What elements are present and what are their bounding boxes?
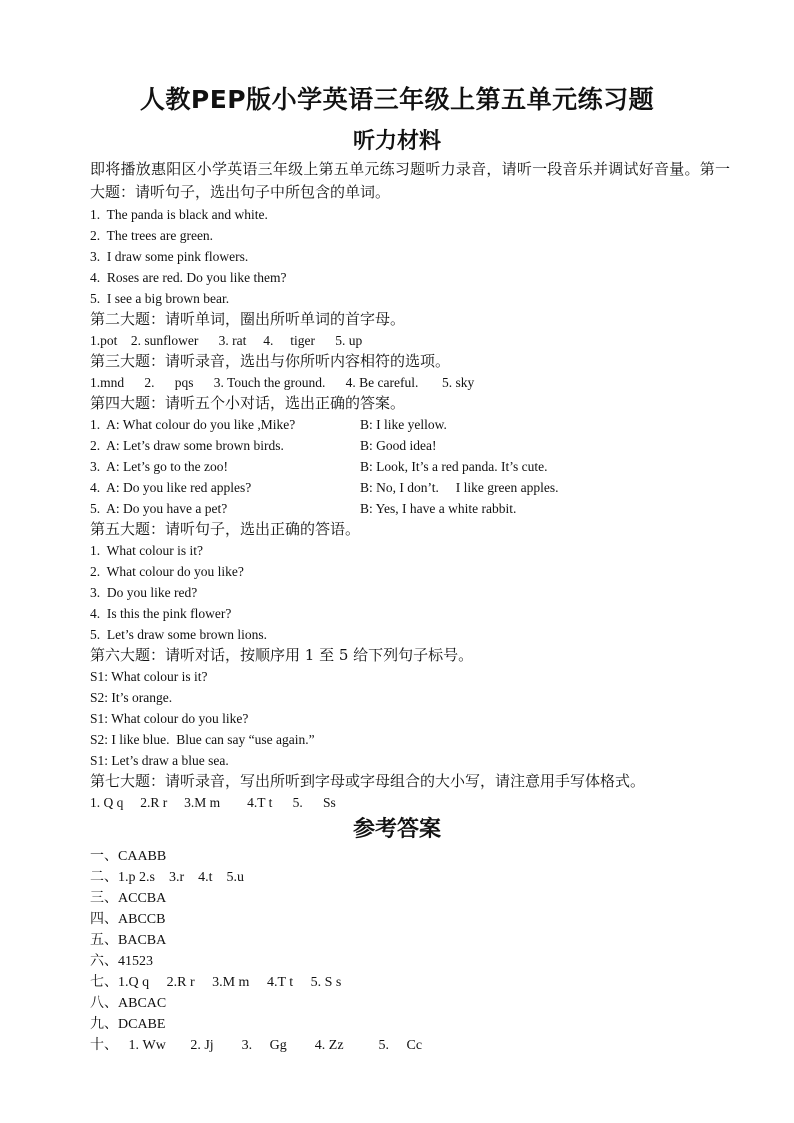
answer-list: [90, 846, 730, 1056]
answer-item: 七、1.Q q 2.R r 3.M m 4.T t 5. S s: [90, 975, 342, 990]
answer-item: 五、BACBA: [90, 933, 167, 948]
section-title-listening-material: 听力材料: [352, 129, 441, 154]
part5-list: [90, 540, 730, 645]
dialogue-b: B: I like yellow.: [360, 417, 447, 432]
dialogue-b: B: Yes, I have a white rabbit.: [360, 501, 517, 516]
section-title-answers: 参考答案: [352, 817, 441, 842]
answer-item: 四、ABCCB: [90, 912, 166, 927]
list-item: S1: What colour do you like?: [90, 711, 249, 726]
list-item: 1. What colour is it?: [90, 543, 203, 558]
dialogue-a: 5. A: Do you have a pet?: [90, 501, 228, 516]
answer-item: 二、1.p 2.s 3.r 4.t 5.u: [90, 870, 244, 885]
answer-item: 十、 1. Ww 2. Jj 3. Gg 4. Zz 5. Cc: [90, 1038, 423, 1053]
dialogue-row: [90, 435, 730, 456]
part4-dialogues: [90, 414, 730, 519]
dialogue-a: 1. A: What colour do you like ,Mike?: [90, 417, 296, 432]
list-item: S2: I like blue. Blue can say “use again.”: [90, 732, 315, 747]
dialogue-row: [90, 414, 730, 435]
part3-heading: 第三大题：请听录音，选出与你所听内容相符的选项。: [90, 352, 451, 370]
part1-list: [90, 204, 730, 309]
answer-item: 九、DCABE: [90, 1017, 166, 1032]
dialogue-b: B: Look, It’s a red panda. It’s cute.: [360, 459, 548, 474]
dialogue-b: B: No, I don’t. I like green apples.: [360, 480, 559, 495]
dialogue-a: 2. A: Let’s draw some brown birds.: [90, 438, 284, 453]
part4-heading: 第四大题：请听五个小对话，选出正确的答案。: [90, 394, 406, 412]
part5-heading: 第五大题：请听句子，选出正确的答语。: [90, 520, 361, 538]
list-item: 2. What colour do you like?: [90, 564, 244, 579]
intro-paragraph: 即将播放惠阳区小学英语三年级上第五单元练习题听力录音，请听一段音乐并调试好音量。第一大题：请听句子，选出句子中所包含的单词。: [90, 160, 730, 201]
part6-heading: 第六大题：请听对话，按顺序用 1 至 5 给下列句子标号。: [90, 646, 474, 664]
list-item: S1: What colour is it?: [90, 669, 208, 684]
part7-line: 1. Q q 2.R r 3.M m 4.T t 5. Ss: [90, 795, 336, 810]
list-item: 3. I draw some pink flowers.: [90, 249, 249, 264]
part3-line: 1.mnd 2. pqs 3. Touch the ground. 4. Be careful. 5. sky: [90, 375, 475, 390]
part2-heading: 第二大题：请听单词，圈出所听单词的首字母。: [90, 310, 406, 328]
list-item: 3. Do you like red?: [90, 585, 198, 600]
listening-material-body: [90, 158, 730, 813]
dialogue-row: [90, 456, 730, 477]
list-item: S1: Let’s draw a blue sea.: [90, 753, 229, 768]
list-item: 4. Roses are red. Do you like them?: [90, 270, 287, 285]
list-item: 5. I see a big brown bear.: [90, 291, 230, 306]
dialogue-b: B: Good idea!: [360, 438, 437, 453]
part6-list: [90, 666, 730, 771]
list-item: 5. Let’s draw some brown lions.: [90, 627, 267, 642]
dialogue-row: [90, 477, 730, 498]
answer-item: 八、ABCAC: [90, 996, 167, 1011]
answer-item: 三、ACCBA: [90, 891, 167, 906]
part2-line: 1.pot 2. sunflower 3. rat 4. tiger 5. up: [90, 333, 363, 348]
list-item: S2: It’s orange.: [90, 690, 173, 705]
answer-item: 六、41523: [90, 954, 153, 969]
list-item: 2. The trees are green.: [90, 228, 214, 243]
list-item: 1. The panda is black and white.: [90, 207, 268, 222]
dialogue-a: 4. A: Do you like red apples?: [90, 480, 252, 495]
dialogue-a: 3. A: Let’s go to the zoo!: [90, 459, 228, 474]
document-title: 人教PEP版小学英语三年级上第五单元练习题: [139, 85, 655, 114]
part7-heading: 第七大题：请听录音，写出所听到字母或字母组合的大小写，请注意用手写体格式。: [90, 772, 646, 790]
dialogue-row: [90, 498, 730, 519]
answer-item: 一、CAABB: [90, 849, 167, 864]
list-item: 4. Is this the pink flower?: [90, 606, 232, 621]
